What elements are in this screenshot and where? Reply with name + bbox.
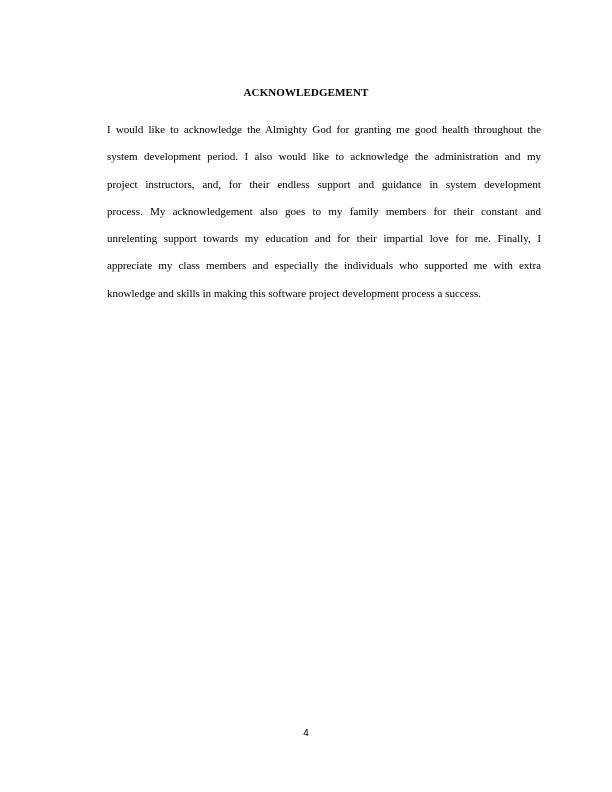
paragraph-line: project instructors, and, for their endless support and guidance in system development	[107, 178, 541, 191]
paragraph-line: appreciate my class members and especially the individuals who supported me with extra	[107, 260, 541, 273]
acknowledgement-paragraph	[107, 117, 541, 308]
page-number: 4	[303, 728, 309, 739]
page-title: ACKNOWLEDGEMENT	[243, 87, 369, 99]
paragraph-line: process. My acknowledgement also goes to my family members for their constant and	[107, 205, 541, 218]
paragraph-line: system development period. I also would like to acknowledge the administration and my	[107, 151, 541, 164]
paragraph-line: unrelenting support towards my education and for their impartial love for me. Finally, I	[107, 233, 541, 246]
paragraph-line: I would like to acknowledge the Almighty God for granting me good health throughout the	[107, 124, 541, 136]
paragraph-line: knowledge and skills in making this software project development process a success.	[107, 287, 481, 300]
